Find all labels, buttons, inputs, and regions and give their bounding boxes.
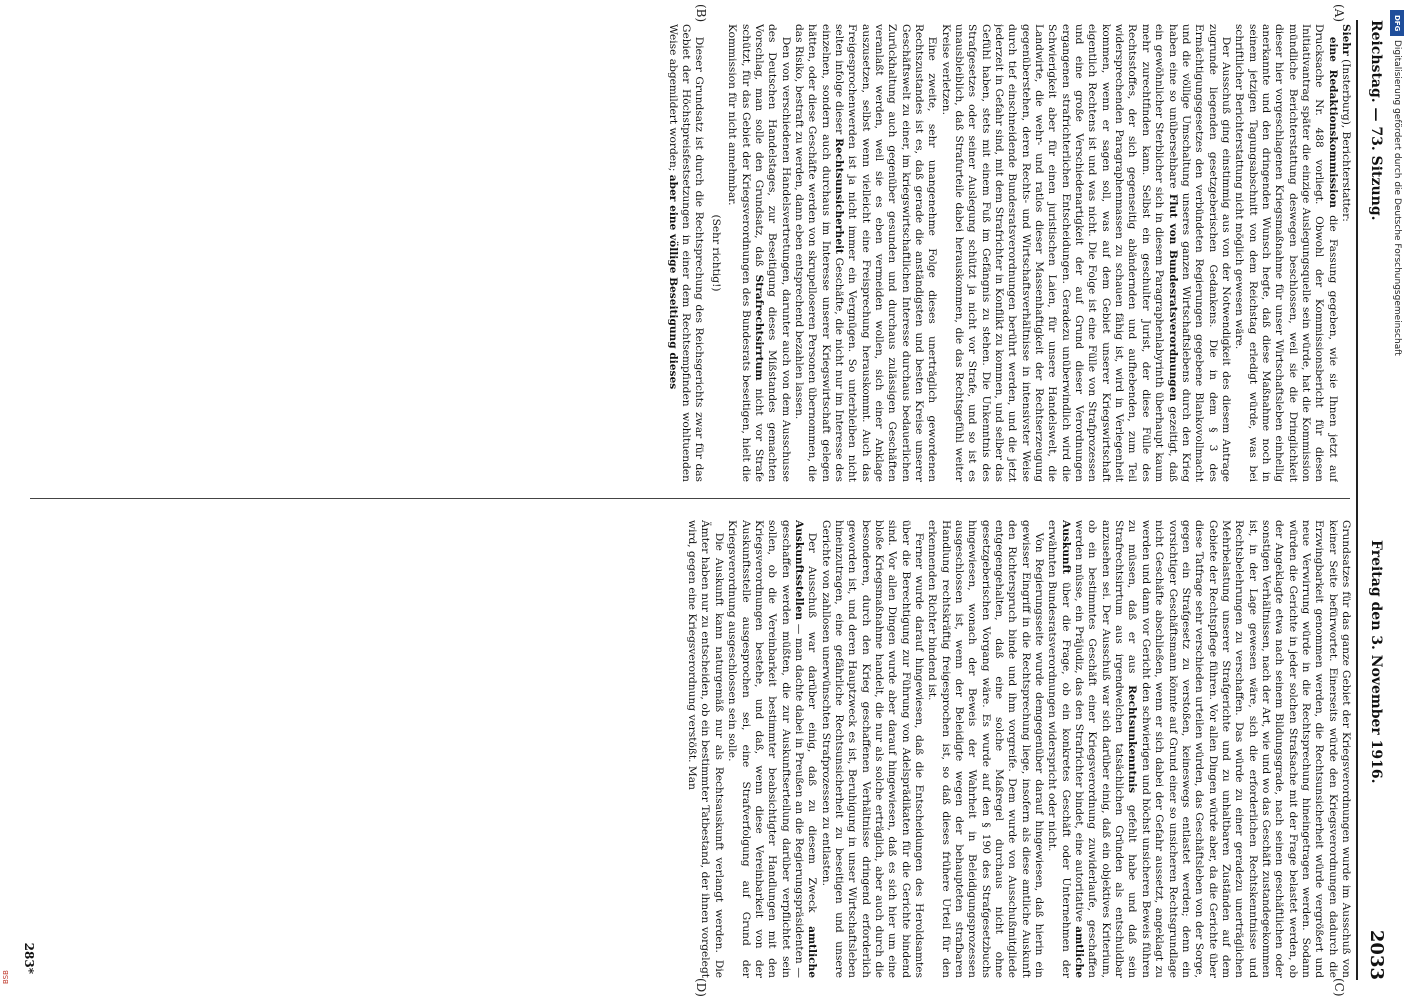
paragraph	[725, 24, 792, 482]
paragraph-text: Dieser Grundsatz ist durch die Rechtsprechung des Reichsgerichts zwar für das Gebiet der Höchstpreisfestsetzungen in einer dem Rechtsempfinden wohltuenden Weise abgemildert worden;	[666, 24, 706, 482]
paragraph: Ferner wurde darauf hingewiesen, daß die Entscheidungen des Heroldsamtes über die Berechtigung zur Führung von Adelsprädikaten für die Gerichte bindend sind. Vor allen Dingen wurde aber darauf hingewiesen, daß es sich hier um eine bloße Kriegsmaßnahme handelt, die nur als solche erträglich, aber auch durch die besonderen, durch den Krieg geschaffenen Verhältnisse dringend erforderlich geworden ist, und deren Hauptzweck es ist, Beruhigung in unser Wirtschaftsleben hineinzutragen, eine gefährliche Rechtsunsicherheit zu beseitigen und unsere Gerichte von zahllosen unerwünschten Strafprozessen zu entlasten.	[819, 520, 925, 978]
paragraph-text: gefehlt habe und daß sein Strafrechtsirrtum aus irgendwelchen tatsächlichen Gründen als entschuldbar anzusehen sei. Der Ausschuß war sich darüber einig, daß ein objektives Kriterium, ob ein bestimmtes Geschäft einer Kriegsverordnung zuwiderlaufe, geschaffen werden müsse, ein Präjudiz, das den Strafrichter bindet, eine autoritative	[1073, 520, 1139, 978]
paragraph-text: nicht vor Strafe schützt, für das Gebiet der Kriegsverordnungen des Bundesrats beseitigen, hielt die Kommission für nicht annehmbar.	[726, 24, 765, 482]
paragraph-text: die Fassung gegeben, wie sie Ihnen jetzt auf Drucksache Nr. 488 vorliegt. Obwohl der Kommissionsbericht für diesen Initiativantrag später die einzige Auslegungsquelle sein würde, hat die Kommission mündliche Berichterstattung deswegen beschlossen, weil sie die Dringlichkeit dieser hier vorgeschlagenen Kriegsmaßnahme für unser Wirtschaftsleben einhellig anerkannte und den dringenden Wunsch hegte, daß diese Maßnahme noch in seinem jetzigen Tagungsabschnitt von dem Reichstag erledigt würde, was bei schriftlicher Berichterstattung nicht möglich gewesen wäre.	[1233, 24, 1339, 482]
paragraph	[938, 24, 1232, 482]
header-rule	[1356, 20, 1358, 980]
paragraph: Die Auskunft kann naturgemäß nur als Rechtsauskunft verlangt werden. Die Ämter haben nur zu entscheiden, ob ein bestimmter Tatbestand, der ihnen vorgelegt wird, gegen eine Kriegsverordnung verstößt. Man	[686, 520, 725, 978]
bold-term: Rechtsunsicherheit	[832, 138, 845, 254]
column-separator	[30, 498, 1350, 499]
paragraph	[1045, 520, 1352, 978]
margin-marker-b: (B)	[694, 4, 708, 23]
header-session: Reichstag. — 73. Sitzung.	[1368, 20, 1384, 221]
paragraph	[665, 24, 705, 482]
bold-term: amtliche Auskunft	[1059, 520, 1086, 978]
speaker-line	[1339, 24, 1352, 482]
paragraph-text: über die Frage, ob ein konkretes Geschäft oder Unternehmen der erwähnten Bundesratsverordnungen widerspricht oder nicht.	[1046, 520, 1072, 978]
header-date: Freitag den 3. November 1916.	[1368, 540, 1384, 784]
right-column	[32, 520, 1352, 978]
margin-marker-a: (A)	[1332, 4, 1346, 23]
bsb-mark: BSB	[2, 970, 10, 984]
paragraph	[725, 520, 818, 978]
dfg-funding-note: Digitalisierung gefördert durch die Deutsche Forschungsgemeinschaft	[1392, 40, 1402, 356]
speaker-name: Siehr	[1340, 24, 1352, 56]
paragraph-text: Geschäfte, die nicht nur im Interesse des einzelnen, sondern auch durchaus im Interesse unserer Kriegswirtschaft gelegen hätten, oder diese Geschäfte werden von skrupelloseren Personen übernommen, die das Risiko, bestraft zu werden, dann eben entsprechend bezahlen lassen.	[792, 24, 845, 482]
bold-term: Flut von Bundesratsverordnungen	[1166, 193, 1179, 402]
left-column	[32, 24, 1352, 482]
bold-term: Rechtsunkenntnis	[1126, 685, 1139, 794]
margin-marker-d: (D)	[694, 978, 708, 997]
bold-term: eine Redaktionskommission	[1326, 36, 1339, 208]
paragraph	[1232, 24, 1339, 482]
paragraph: Von Regierungsseite wurde demgegenüber darauf hingewiesen, daß hierin ein gewisser Eingriff in die Rechtsprechung liege, insofern als diese amtliche Auskunft den Richterspruch binde und ihm vorgreife. Dem wurde von Ausschußmitgliede entgegengehalten, daß eine solche Maßregel durchaus nicht ohne gesetzgeberischen Vorgang wäre. Es wurde auf den § 190 des Strafgesetzbuchs hingewiesen, wonach der Beweis der Wahrheit in Beleidigungsprozessen ausgeschlossen ist, wenn der Beleidigte wegen der behaupteten strafbaren Handlung rechtskräftig freigesprochen ist, so daß dieses frühere Urteil für den erkennenden Richter bindend ist.	[926, 520, 1046, 978]
paragraph-text: Den von verschiedenen Handelsvertretungen, darunter auch von dem Ausschusse des Deutschen Handelstages, zur Beseitigung dieses Mißstandes gemachten Vorschlag, man solle den Grundsatz, daß	[752, 24, 792, 482]
speaker-role: (Insterburg), Berichterstatter:	[1340, 55, 1352, 222]
paragraph-text: gezeitigt, daß ein gewöhnlicher Sterblicher sich in diesem Paragraphenlabyrinth überhaupt kaum mehr zurechtfinden kann. Selbst ein geschulter Jurist, der diese Fülle des Rechtsstoffes, der sich gegenseitig abändernden und aufhebenden, zum Teil widersprechenden Paragraphenmassen zu schauen fähig ist, wird in Verlegenheit kommen, wenn er sagen soll, was auf dem Gebiet unserer Kriegswirtschaft eigentlich Rechtens ist und was nicht. Die Folge ist eine Fülle von Strafprozessen und eine große Verschiedenartigkeit der auf Grund dieser Verordnungen ergangenen strafrichterlichen Entscheidungen. Geradezu unüberwindlich wird die Schwierigkeit aber für einen juristischen Laien, für unsere Handelswelt, die Landwirte, die wehr- und ratlos dieser Massenhaftigkeit der Rechtserzeugung gegenüberstehen, deren Rechts- und Wirtschaftsverhältnisse in intensivster Weise durch tief einschneidende Bundesratsverordnungen berührt werden, und die jetzt jederzeit in Gefahr sind, mit dem Strafrichter in Konflikt zu kommen, und selber das Gefühl haben, stets mit einem Fuß im Gefängnis zu stehen. Die Unkenntnis des Strafgesetzes oder seiner Auslegung schützt ja nicht vor Strafe, und so ist es unausbleiblich, daß Strafurteile dabei herauskommen, die das Rechtsgefühl weiter Kreise verletzen.	[939, 24, 1179, 482]
bold-term: amtliche Auskunftsstellen	[792, 520, 819, 978]
page-header	[1362, 20, 1390, 980]
bold-term: Strafrechtsirrtum	[752, 274, 765, 381]
paragraph-text: Grundsatzes für das ganze Gebiet der Kriegsverordnungen wurde im Ausschuß von keiner Seite befürwortet. Einerseits würde den Kriegsverordnungen dadurch die Erzwingbarkeit genommen werden, die Rechtsunsicherheit würde vergrößert und neue Verwirrung würde in die Rechtsprechung hineingetragen werden. Sodann würden die Gerichte in jeder solchen Strafsache mit der Frage belastet werden, ob der Angeklagte etwa nach seinem Bildungsgrade, nach seinen geschäftlichen oder sonstigen Verhältnissen, nach der Art, wie und wo das Geschäft zustandegekommen ist, in der Lage gewesen wäre, sich die erforderlichen Rechtskenntnisse und Rechtsbelehrungen zu verschaffen. Das würde zu einer geradezu unerträglichen Mehrbelastung unserer Strafgerichte und zu unhaltbaren Zuständen auf dem Gebiete der Rechtspflege führen. Vor allen Dingen würde aber, da die Gerichte über diese Tatfrage sehr verschieden urteilen würden, das Geschäftsleben von der Sorge, gegen ein Strafgesetz zu verstoßen, keineswegs entlastet werden; denn ein vorsichtiger Geschäftsmann könnte auf Grund einer so unsicheren Rechtsgrundlage nicht Geschäfte abschließen, wenn er sich dabei der Gefahr aussetzt, angeklagt zu werden und dann vor Gericht den schwierigen und höchst unsicheren Beweis führen zu müssen, daß er aus	[1126, 520, 1352, 978]
dfg-strip	[1390, 4, 1404, 984]
paragraph-text: Der Ausschuß ging einstimmig aus von der Notwendigkeit des diesem Antrage zugrunde liegenden gesetzgeberischen Gedankens. Die in dem § 3 des Ermächtigungsgesetzes den verbündeten Regierungen gegebene Blankovollmacht und die völlige Umschaltung unseres ganzen Wirtschaftslebens durch den Krieg haben eine so unübersehbare	[1166, 24, 1232, 482]
paragraph-text: Der Ausschuß war darüber einig, daß zu diesem Zweck	[806, 532, 819, 913]
page-number: 2033	[1366, 929, 1387, 980]
dfg-logo: DFG	[1390, 10, 1404, 36]
paragraph-text: Eine zweite, sehr unangenehme Folge dieses unerträglich gewordenen Rechtszustandes ist es, daß gerade die anständigsten und besten Kreise unserer Geschäftswelt zu einer, im kriegswirtschaftlichen Interesse durchaus bedauerlichen Zurückhaltung auch gegenüber gesunden und durchaus zulässigen Geschäften veranlaßt werden, weil sie es eben vermeiden wollen, sich einer Anklage auszusetzen, selbst wenn vielleicht eine Freisprechung herauskommt. Auch das Freigesprochenwerden ist ja nicht immer ein Vergnügen. So unterbleiben nicht selten infolge dieser	[832, 24, 939, 482]
bold-term: aber eine völlige Beseitigung dieses	[666, 174, 679, 390]
sheet-number: 283*	[22, 942, 36, 974]
paragraph-text: — man dachte dabei in Preußen an die Regierungspräsidenten — geschaffen werden müßten, die zur Auskunftserteilung darüber verpflichtet sein sollen, ob die Vereinbarkeit bestimmter beabsichtigter Handlungen mit den Kriegsverordnungen bestehe, und daß, wenn diese Vereinbarkeit von der Auskunftsstelle ausgesprochen sei, eine Strafverfolgung auf Grund der Kriegsverordnung ausgeschlossen sein solle.	[726, 520, 805, 978]
paragraph	[792, 24, 939, 482]
interjection: (Sehr richtig!)	[709, 214, 722, 292]
margin-marker-c: (C)	[1332, 978, 1346, 997]
